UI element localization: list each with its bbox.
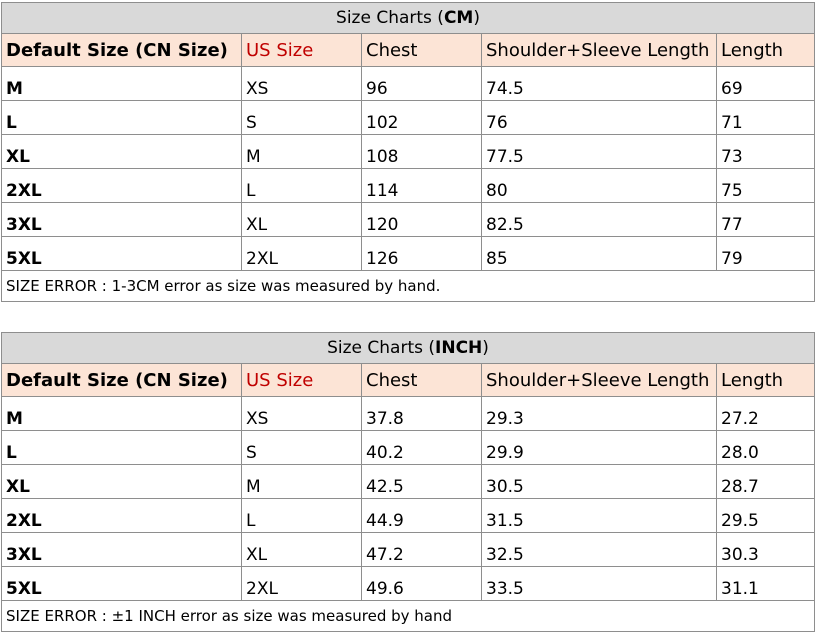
us-size-cell: M [242,135,362,169]
column-header-length: Length [717,364,815,397]
us-size-cell: XL [242,203,362,237]
chest-cell: 102 [362,101,482,135]
shoulder-sleeve-cell: 82.5 [482,203,717,237]
chart-title-suffix: ) [482,338,489,358]
table-row [2,203,815,237]
shoulder-sleeve-cell: 74.5 [482,67,717,101]
cn-size-cell: M [2,67,242,101]
table-row [2,431,815,465]
chest-cell: 114 [362,169,482,203]
column-header-length: Length [717,34,815,67]
table-row [2,67,815,101]
size-error-note-row [2,601,815,632]
size-error-note: SIZE ERROR : 1-3CM error as size was measured by hand. [2,271,815,302]
shoulder-sleeve-cell: 77.5 [482,135,717,169]
column-header-us-size: US Size [242,364,362,397]
us-size-cell: M [242,465,362,499]
column-header-cn-size: Default Size (CN Size) [2,364,242,397]
cn-size-cell: L [2,101,242,135]
us-size-cell: 2XL [242,567,362,601]
chest-cell: 108 [362,135,482,169]
length-cell: 73 [717,135,815,169]
length-cell: 77 [717,203,815,237]
us-size-cell: XL [242,533,362,567]
cn-size-cell: 3XL [2,533,242,567]
size-chart-cm [1,2,815,302]
chart-title-prefix: Size Charts ( [336,8,444,28]
us-size-cell: XS [242,397,362,431]
chart-title [2,3,815,34]
us-size-cell: XS [242,67,362,101]
column-header-row [2,364,815,397]
column-header-shoulder-sleeve: Shoulder+Sleeve Length [482,364,717,397]
length-cell: 27.2 [717,397,815,431]
table-row [2,533,815,567]
chest-cell: 126 [362,237,482,271]
table-row [2,465,815,499]
cn-size-cell: 2XL [2,499,242,533]
cn-size-cell: L [2,431,242,465]
column-header-cn-size: Default Size (CN Size) [2,34,242,67]
column-header-us-size: US Size [242,34,362,67]
us-size-cell: S [242,101,362,135]
table-row [2,101,815,135]
shoulder-sleeve-cell: 85 [482,237,717,271]
cn-size-cell: XL [2,135,242,169]
column-header-shoulder-sleeve: Shoulder+Sleeve Length [482,34,717,67]
us-size-cell: S [242,431,362,465]
shoulder-sleeve-cell: 32.5 [482,533,717,567]
chart-title-unit: INCH [435,338,483,358]
shoulder-sleeve-cell: 76 [482,101,717,135]
us-size-cell: L [242,499,362,533]
chest-cell: 40.2 [362,431,482,465]
cn-size-cell: 3XL [2,203,242,237]
chest-cell: 96 [362,67,482,101]
chest-cell: 44.9 [362,499,482,533]
chest-cell: 42.5 [362,465,482,499]
size-error-note: SIZE ERROR : ±1 INCH error as size was measured by hand [2,601,815,632]
length-cell: 31.1 [717,567,815,601]
chest-cell: 47.2 [362,533,482,567]
column-header-row [2,34,815,67]
table-row [2,397,815,431]
cn-size-cell: 2XL [2,169,242,203]
cn-size-cell: 5XL [2,237,242,271]
chart-title [2,333,815,364]
chart-title-suffix: ) [473,8,480,28]
table-row [2,499,815,533]
chest-cell: 37.8 [362,397,482,431]
length-cell: 79 [717,237,815,271]
length-cell: 28.0 [717,431,815,465]
length-cell: 69 [717,67,815,101]
cn-size-cell: 5XL [2,567,242,601]
column-header-chest: Chest [362,364,482,397]
cn-size-cell: M [2,397,242,431]
shoulder-sleeve-cell: 29.3 [482,397,717,431]
chest-cell: 49.6 [362,567,482,601]
cn-size-cell: XL [2,465,242,499]
size-chart-inch [1,332,815,632]
length-cell: 71 [717,101,815,135]
table-row [2,169,815,203]
table-row [2,237,815,271]
chart-title-unit: CM [443,8,474,28]
table-row [2,135,815,169]
length-cell: 29.5 [717,499,815,533]
shoulder-sleeve-cell: 33.5 [482,567,717,601]
table-row [2,567,815,601]
us-size-cell: 2XL [242,237,362,271]
chest-cell: 120 [362,203,482,237]
length-cell: 75 [717,169,815,203]
chart-title-row [2,3,815,34]
shoulder-sleeve-cell: 80 [482,169,717,203]
chart-title-row [2,333,815,364]
us-size-cell: L [242,169,362,203]
size-error-note-row [2,271,815,302]
shoulder-sleeve-cell: 29.9 [482,431,717,465]
shoulder-sleeve-cell: 30.5 [482,465,717,499]
shoulder-sleeve-cell: 31.5 [482,499,717,533]
length-cell: 30.3 [717,533,815,567]
chart-title-prefix: Size Charts ( [327,338,436,358]
length-cell: 28.7 [717,465,815,499]
column-header-chest: Chest [362,34,482,67]
